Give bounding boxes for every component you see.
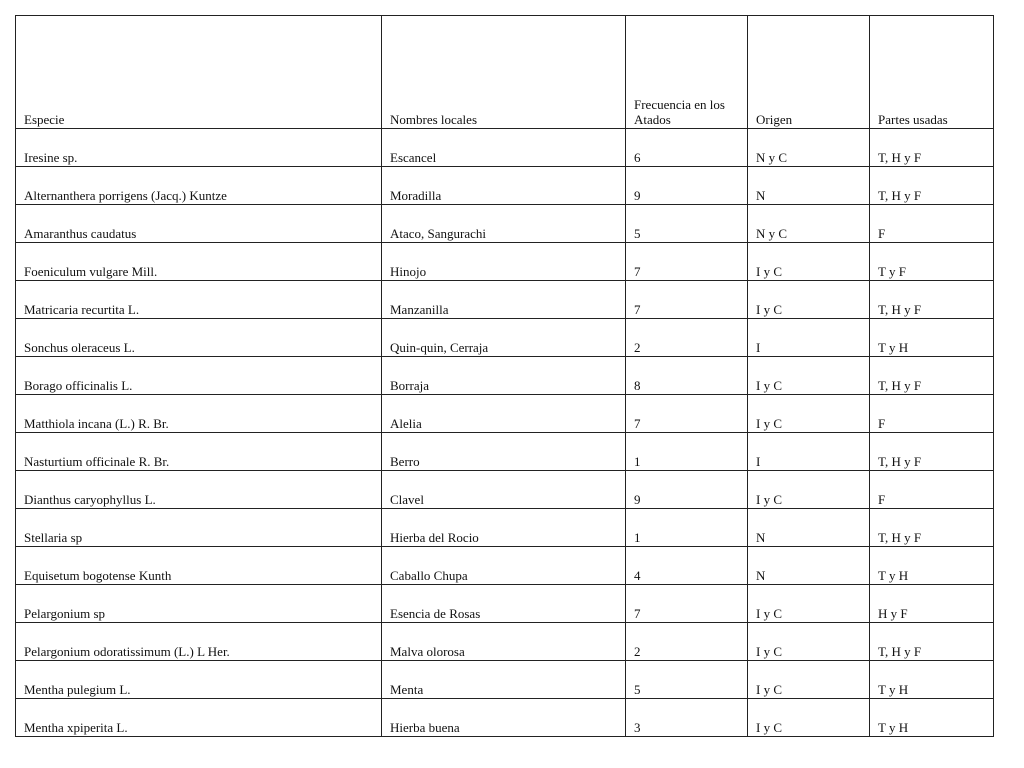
- cell-origen: I y C: [748, 395, 870, 433]
- cell-nombres-locales: Esencia de Rosas: [382, 585, 626, 623]
- table-row: [16, 699, 994, 737]
- table-row: [16, 167, 994, 205]
- cell-frecuencia: 2: [626, 623, 748, 661]
- cell-nombres-locales: Borraja: [382, 357, 626, 395]
- cell-nombres-locales: Berro: [382, 433, 626, 471]
- cell-origen: I: [748, 319, 870, 357]
- cell-partes-usadas: T y H: [870, 699, 994, 737]
- cell-especie: Matricaria recurtita L.: [16, 281, 382, 319]
- cell-partes-usadas: F: [870, 205, 994, 243]
- cell-especie: Pelargonium odoratissimum (L.) L Her.: [16, 623, 382, 661]
- cell-origen: N: [748, 509, 870, 547]
- table-row: [16, 281, 994, 319]
- cell-frecuencia: 9: [626, 167, 748, 205]
- cell-especie: Mentha pulegium L.: [16, 661, 382, 699]
- cell-nombres-locales: Ataco, Sangurachi: [382, 205, 626, 243]
- species-table: [15, 15, 994, 737]
- cell-especie: Nasturtium officinale R. Br.: [16, 433, 382, 471]
- table-row: [16, 395, 994, 433]
- cell-especie: Stellaria sp: [16, 509, 382, 547]
- table-row: [16, 547, 994, 585]
- cell-frecuencia: 7: [626, 281, 748, 319]
- cell-nombres-locales: Moradilla: [382, 167, 626, 205]
- cell-origen: I y C: [748, 623, 870, 661]
- table-row: [16, 357, 994, 395]
- cell-origen: I y C: [748, 585, 870, 623]
- table-row: [16, 509, 994, 547]
- cell-origen: I y C: [748, 661, 870, 699]
- header-origen: Origen: [748, 16, 870, 129]
- cell-origen: I y C: [748, 357, 870, 395]
- cell-origen: N: [748, 547, 870, 585]
- table-header: [16, 16, 994, 129]
- cell-origen: N y C: [748, 129, 870, 167]
- cell-especie: Sonchus oleraceus L.: [16, 319, 382, 357]
- cell-frecuencia: 7: [626, 585, 748, 623]
- table-row: [16, 205, 994, 243]
- cell-nombres-locales: Clavel: [382, 471, 626, 509]
- cell-frecuencia: 6: [626, 129, 748, 167]
- cell-partes-usadas: T, H y F: [870, 167, 994, 205]
- cell-partes-usadas: T, H y F: [870, 129, 994, 167]
- cell-especie: Pelargonium sp: [16, 585, 382, 623]
- cell-origen: N y C: [748, 205, 870, 243]
- cell-origen: I y C: [748, 281, 870, 319]
- cell-frecuencia: 1: [626, 509, 748, 547]
- cell-partes-usadas: T, H y F: [870, 433, 994, 471]
- cell-frecuencia: 2: [626, 319, 748, 357]
- cell-frecuencia: 4: [626, 547, 748, 585]
- document-page: [15, 15, 994, 737]
- table-row: [16, 585, 994, 623]
- header-row: [16, 16, 994, 129]
- cell-frecuencia: 7: [626, 395, 748, 433]
- cell-nombres-locales: Quin-quin, Cerraja: [382, 319, 626, 357]
- cell-partes-usadas: F: [870, 471, 994, 509]
- cell-partes-usadas: T y H: [870, 661, 994, 699]
- cell-especie: Alternanthera porrigens (Jacq.) Kuntze: [16, 167, 382, 205]
- cell-especie: Iresine sp.: [16, 129, 382, 167]
- cell-frecuencia: 9: [626, 471, 748, 509]
- cell-origen: I: [748, 433, 870, 471]
- cell-origen: N: [748, 167, 870, 205]
- cell-especie: Equisetum bogotense Kunth: [16, 547, 382, 585]
- cell-nombres-locales: Hierba del Rocio: [382, 509, 626, 547]
- cell-nombres-locales: Hierba buena: [382, 699, 626, 737]
- cell-partes-usadas: T y H: [870, 547, 994, 585]
- cell-frecuencia: 7: [626, 243, 748, 281]
- header-frecuencia: Frecuencia en los Atados: [626, 16, 748, 129]
- cell-frecuencia: 5: [626, 205, 748, 243]
- table-body: [16, 129, 994, 737]
- cell-especie: Matthiola incana (L.) R. Br.: [16, 395, 382, 433]
- header-especie: Especie: [16, 16, 382, 129]
- cell-partes-usadas: T, H y F: [870, 357, 994, 395]
- cell-nombres-locales: Alelia: [382, 395, 626, 433]
- table-row: [16, 243, 994, 281]
- cell-frecuencia: 5: [626, 661, 748, 699]
- cell-nombres-locales: Manzanilla: [382, 281, 626, 319]
- cell-frecuencia: 8: [626, 357, 748, 395]
- cell-partes-usadas: F: [870, 395, 994, 433]
- table-row: [16, 623, 994, 661]
- cell-partes-usadas: T y F: [870, 243, 994, 281]
- cell-nombres-locales: Caballo Chupa: [382, 547, 626, 585]
- cell-partes-usadas: H y F: [870, 585, 994, 623]
- cell-especie: Dianthus caryophyllus L.: [16, 471, 382, 509]
- cell-especie: Amaranthus caudatus: [16, 205, 382, 243]
- cell-especie: Borago officinalis L.: [16, 357, 382, 395]
- cell-origen: I y C: [748, 699, 870, 737]
- table-row: [16, 661, 994, 699]
- cell-especie: Mentha xpiperita L.: [16, 699, 382, 737]
- table-row: [16, 433, 994, 471]
- cell-partes-usadas: T, H y F: [870, 281, 994, 319]
- cell-partes-usadas: T, H y F: [870, 623, 994, 661]
- cell-frecuencia: 3: [626, 699, 748, 737]
- cell-nombres-locales: Hinojo: [382, 243, 626, 281]
- cell-frecuencia: 1: [626, 433, 748, 471]
- cell-partes-usadas: T y H: [870, 319, 994, 357]
- cell-nombres-locales: Malva olorosa: [382, 623, 626, 661]
- cell-nombres-locales: Menta: [382, 661, 626, 699]
- cell-partes-usadas: T, H y F: [870, 509, 994, 547]
- table-row: [16, 319, 994, 357]
- cell-origen: I y C: [748, 243, 870, 281]
- header-nombres-locales: Nombres locales: [382, 16, 626, 129]
- cell-especie: Foeniculum vulgare Mill.: [16, 243, 382, 281]
- header-partes-usadas: Partes usadas: [870, 16, 994, 129]
- cell-nombres-locales: Escancel: [382, 129, 626, 167]
- table-row: [16, 129, 994, 167]
- table-row: [16, 471, 994, 509]
- cell-origen: I y C: [748, 471, 870, 509]
